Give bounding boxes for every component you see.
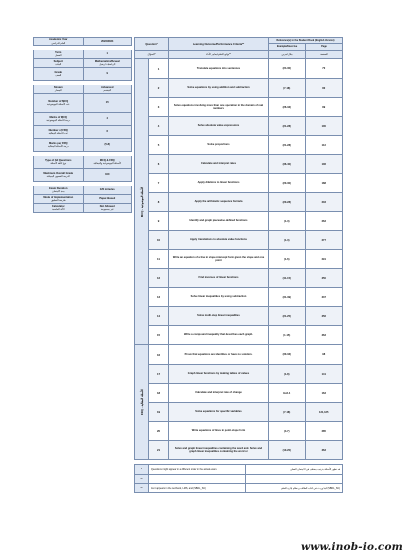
question-number: 10 [149,231,169,249]
info-row [33,156,132,169]
table-row [149,173,342,192]
example-exercise: (36-40) [269,155,306,173]
learning-outcome: Solve equations by using addition and subtraction [169,79,269,97]
question-number: 14 [149,307,169,325]
info-value [83,113,132,125]
note-english: As it appears in the textbook, LMS, and (SBDL_SC) [149,484,246,492]
info-value [83,59,132,67]
table-row [149,268,342,287]
question-number: 3 [149,98,169,116]
table-row [149,97,342,116]
info-value-en: Mathematics/Reveal [94,59,120,63]
example-exercise: (31-39) [269,288,306,306]
learning-outcome: Translate equations into sentences [169,59,269,78]
table-row [149,249,342,268]
info-label-en: Marks of MCQ [49,115,67,119]
info-label [34,38,83,45]
info-value-en: 6 [106,130,108,134]
info-row [33,68,132,81]
example-exercise: (4-7) [269,422,306,440]
question-number: 18 [149,384,169,402]
table-row [149,421,342,440]
header-learning-outcome: Learning Outcome/Performance Criteria** [169,38,269,50]
watermark: www.inob-io.com [300,541,403,553]
table-header [134,37,343,51]
question-number: 4 [149,117,169,135]
info-value [83,94,132,112]
info-label [34,59,83,67]
info-row [33,50,132,59]
learning-outcome: Solve linear inequalities by using subtraction [169,288,269,306]
page-number: 337 [306,288,343,306]
subheader-page-ar: الصفحة [305,51,342,58]
subheader-outcome-ar: نواتج التعلم/معايير الأداء** [169,51,269,58]
info-value-en: Not Allowed [99,204,115,208]
info-value-ar: غير مسموحة [100,208,114,211]
question-number: 15 [149,326,169,344]
info-row [33,113,132,126]
info-label [34,126,83,138]
example-exercise: (41-15) [269,269,306,287]
info-label-en: Maximum Overall Grade [43,171,74,175]
learning-outcome: Solve absolute value expressions [169,117,269,135]
info-value [83,38,132,45]
table-row [149,440,342,459]
info-label [34,85,83,93]
question-number: 2 [149,79,169,97]
info-label [34,156,83,168]
question-number: 8 [149,193,169,211]
info-label-ar: الدرجة القصوى الممكنة [46,175,70,178]
note-arabic: كما وردت في كتاب الطالب و نظام إدارة التعلم (SBDL_SC) [281,486,340,490]
info-label [34,204,83,212]
info-row [33,204,132,213]
page-number: 106 [306,155,343,173]
learning-outcome: Prove that equations are identities or have no solution. [169,345,269,364]
info-label-ar: الفصل [55,54,62,57]
page-number: 356 [306,307,343,325]
info-value-en: 15 [105,101,109,105]
note-row [135,483,342,492]
info-label-en: Grade [54,70,62,74]
info-label-en: Calculator [51,204,65,208]
info-label [34,94,83,112]
note-mark: * [135,465,149,474]
example-exercise: (30-33) [269,345,306,364]
info-label-ar: الآلة الحاسبة [52,208,65,211]
info-label-ar: مدة الامتحان [51,190,65,193]
info-label [34,50,83,58]
question-number: 7 [149,174,169,192]
table-row [149,135,342,154]
info-value-en: 100 [105,173,110,177]
table-row [149,78,342,97]
info-value [83,204,132,212]
table-subheader [134,51,343,59]
example-exercise: Ex3.4 [269,384,306,402]
info-value-en: 2023/2024 [101,39,114,43]
note-mark: ** [135,484,149,492]
page-number: 363 [306,441,343,459]
learning-outcome: Identify and graph piecewise-defined functions [169,212,269,230]
info-label [34,186,83,194]
learning-outcome: Solve equations involving more than one operation in the domain of real numbers [169,98,269,116]
question-number: 21 [149,441,169,459]
info-row [33,94,132,113]
question-number: 20 [149,422,169,440]
info-label-ar: المسار [54,89,62,92]
info-value-en: Paper-Based [99,197,116,201]
info-label-en: Exam Duration [49,186,68,190]
info-value-en: (5-8) [104,143,110,147]
note-row [135,465,342,474]
info-value [83,195,132,203]
info-label-ar: عدد الأسئلة المقالية [48,132,68,135]
page-number: 203 [306,193,343,211]
info-value [83,169,132,181]
info-value [83,126,132,138]
info-value-ar: الأسئلة الموضوعية والمقالية [93,162,121,165]
example-exercise: (1-8) [269,365,306,383]
header-example-label: Example/Exercise [276,45,298,49]
page-number: 291 [306,250,343,268]
note-english [149,475,246,483]
question-number: 6 [149,155,169,173]
info-label [34,139,83,151]
info-label-en: Number of FRQ [48,128,68,132]
info-value [83,50,132,58]
page-number: 80 [306,79,343,97]
table-row [149,306,342,325]
table-row [149,345,342,364]
learning-outcome: Calculate and interpret rates [169,155,269,173]
example-exercise: (1-15) [269,326,306,344]
table-row [149,383,342,402]
info-label-ar: عدد الأسئلة الموضوعية [46,103,70,106]
page-number: 113 [306,136,343,154]
table-row [149,325,342,344]
question-number: 5 [149,136,169,154]
info-label-ar: الصف [55,74,62,77]
exam-info-panel [33,37,132,213]
info-row [33,169,132,182]
info-label-en: Mode of Implementation [43,195,74,199]
note-arabic: قد تظهر الأسئلة بترتيب مختلف في الامتحان الفعلي [290,468,340,471]
info-row [33,85,132,94]
example-exercise: (21-25) [269,307,306,325]
example-exercise: (21-28) [269,117,306,135]
example-exercise: (21-28) [269,136,306,154]
learning-outcome: Solve multi-step linear inequalities [169,307,269,325]
page-number: 163 [306,384,343,402]
page-number: 263 [306,212,343,230]
example-exercise: (24-30) [269,59,306,78]
info-label-ar: نوع كافة الأسئلة [50,162,67,165]
note-english: Questions might appear in a different order in the actual exam. [149,465,246,474]
mcq-section [134,59,343,345]
example-exercise: (7-18) [269,403,306,421]
example-exercise: (1-6) [269,250,306,268]
info-row [33,195,132,204]
table-row [149,59,342,78]
page-number: 363 [306,326,343,344]
info-label-ar: المادة [55,63,62,66]
header-reference-label: Reference(s) in the Student Book (English Version) [269,38,342,44]
table-row [149,287,342,306]
info-value-en: 9 [106,72,108,76]
info-label-ar: طريقة التطبيق [50,199,66,202]
info-value-en: MCQ & FRQ [99,158,115,162]
learning-outcome: Apply dilations to linear functions [169,174,269,192]
example-exercise: (1-3) [269,212,306,230]
learning-outcome: Graph linear functions by making tables of values [169,365,269,383]
learning-outcome: Write an equation of a line in slope-intercept form given the slope and one point [169,250,269,268]
frq-section [134,345,343,460]
example-exercise: (7-18) [269,79,306,97]
learning-outcome: Calculate and interpret rate of change [169,384,269,402]
exam-structure-table [134,37,343,493]
info-value [83,85,132,93]
note-row [135,474,342,483]
info-label-ar: العام الدراسي [51,41,66,45]
table-row [149,192,342,211]
mcq-section-label: MCQ - الأسئلة الموضوعية [135,59,149,344]
info-row [33,59,132,68]
info-label-en: Stream [53,85,63,89]
question-number: 12 [149,269,169,287]
learning-outcome: Solve equations for specific variables [169,403,269,421]
question-number: 11 [149,250,169,268]
page-number: 277 [306,231,343,249]
question-number: 16 [149,345,169,364]
table-row [149,402,342,421]
info-value [83,68,132,80]
learning-outcome: Apply translations to absolute value functions [169,231,269,249]
note-mark: ** [135,475,149,483]
info-value [83,186,132,194]
table-row [149,116,342,135]
info-value-en: 120 minutes [99,188,115,192]
learning-outcome: Apply the arithmetic sequence formula [169,193,269,211]
frq-section-label: FRQ - الأسئلة المقالية [135,345,149,459]
info-row [33,186,132,195]
info-label [34,113,83,125]
page-number: 98 [306,345,343,364]
table-row [149,154,342,173]
header-page-label: Page [305,44,342,50]
info-label-en: Academic Year [49,38,68,42]
example-exercise: (20-28) [269,193,306,211]
question-number: 13 [149,288,169,306]
page-number: 89 [306,98,343,116]
learning-outcome: Solve and graph linear inequalities containing the word and. Solve and graph linear inequalities containing the word or [169,441,269,459]
info-value-en: 1 [106,52,108,56]
info-label-en: Term [55,50,62,54]
page-number: 285 [306,422,343,440]
learning-outcome: Write equations of lines in point-slope form [169,422,269,440]
page-number: 350 [306,269,343,287]
info-label [34,68,83,80]
header-question: Question* [135,38,169,50]
info-value [83,156,132,168]
question-number: 9 [149,212,169,230]
question-number: 1 [149,59,169,78]
table-row [149,364,342,383]
info-value-ar: الرياضيات/ريفيل [99,63,116,66]
info-row [33,126,132,139]
table-notes [134,464,343,493]
table-row [149,211,342,230]
subheader-question-ar: السؤال* [135,51,169,58]
learning-outcome: Write a compound inequality that describes each graph. [169,326,269,344]
question-number: 19 [149,403,169,421]
info-row [33,139,132,152]
note-arabic [246,475,342,483]
subheader-example-ar: مثال/تمرين [281,53,293,56]
example-exercise: (10-20) [269,441,306,459]
info-label-en: Type of All Questions [45,158,72,162]
info-value-en: 4 [106,117,108,121]
info-label-ar: درجة الأسئلة المقالية [47,145,69,148]
info-label-en: Marks per FRQ [49,141,68,145]
page-number: 121,125 [306,403,343,421]
example-exercise: (1-3) [269,231,306,249]
info-label-en: Number of MCQ [48,99,69,103]
page-number: 100 [306,117,343,135]
example-exercise: (20-30) [269,174,306,192]
learning-outcome: Solve proportions [169,136,269,154]
info-label [34,195,83,203]
table-row [149,230,342,249]
header-reference [269,38,342,50]
page-number: 70 [306,59,343,78]
learning-outcome: Find inverses of linear functions [169,269,269,287]
info-label [34,169,83,181]
example-exercise: (26-33) [269,98,306,116]
info-label-en: Subject [53,59,63,63]
page-number: 188 [306,174,343,192]
info-label-ar: درجة الأسئلة الموضوعية [46,119,71,122]
info-value-en: Advanced [101,85,114,89]
question-number: 17 [149,365,169,383]
info-value [83,139,132,151]
page-number: 141 [306,365,343,383]
info-row [33,37,132,46]
info-value-ar: المتقدم [103,89,111,92]
